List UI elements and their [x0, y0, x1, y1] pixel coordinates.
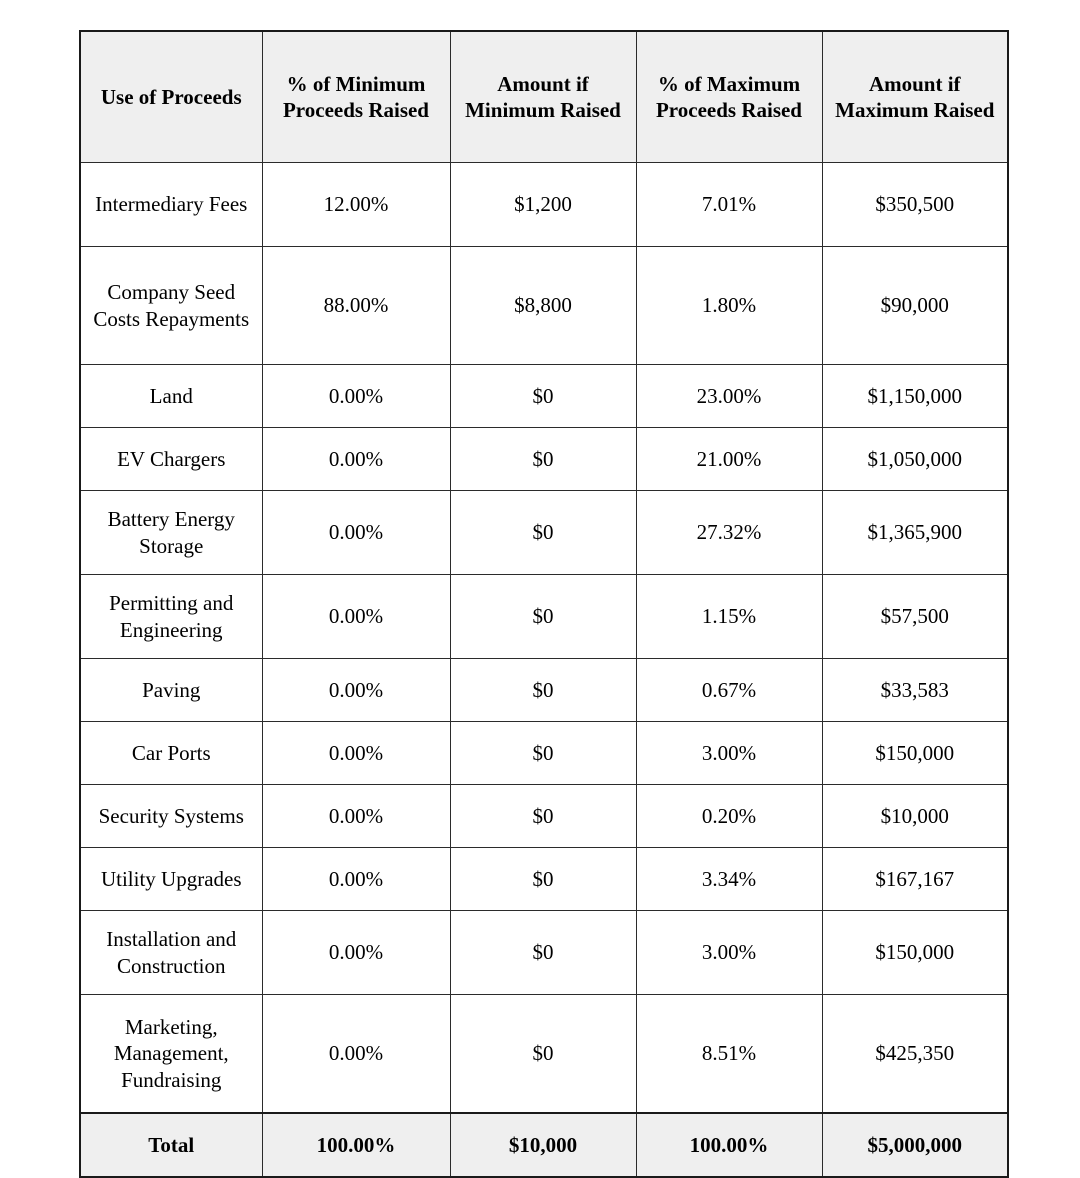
cell-pct-max: 1.80%: [636, 247, 822, 365]
cell-pct-min: 0.00%: [262, 911, 450, 995]
table-header: [80, 31, 1008, 163]
cell-pct-max: 3.00%: [636, 722, 822, 785]
cell-amt-min: $0: [450, 995, 636, 1114]
table-row: [80, 163, 1008, 247]
cell-pct-min: 0.00%: [262, 848, 450, 911]
column-header-amount-minimum: [450, 31, 636, 163]
cell-amt-max: $1,365,900: [822, 491, 1008, 575]
cell-pct-max: 0.20%: [636, 785, 822, 848]
table-row: [80, 911, 1008, 995]
cell-use: EV Chargers: [80, 428, 262, 491]
cell-use: Battery Energy Storage: [80, 491, 262, 575]
cell-pct-min: 0.00%: [262, 428, 450, 491]
cell-amt-min: $0: [450, 722, 636, 785]
cell-use: Paving: [80, 659, 262, 722]
cell-use: Company Seed Costs Repayments: [80, 247, 262, 365]
cell-use: Marketing, Management, Fundraising: [80, 995, 262, 1114]
cell-pct-max: 27.32%: [636, 491, 822, 575]
cell-amt-min: $0: [450, 848, 636, 911]
use-of-proceeds-table-container: [79, 30, 1007, 1178]
cell-total-amt-max: $5,000,000: [822, 1113, 1008, 1177]
cell-use: Utility Upgrades: [80, 848, 262, 911]
table-total-row: [80, 1113, 1008, 1177]
cell-pct-min: 0.00%: [262, 491, 450, 575]
table-row: [80, 785, 1008, 848]
column-header-amount-maximum: [822, 31, 1008, 163]
column-header-label: Amount if Minimum Raised: [465, 71, 621, 122]
cell-use: Car Ports: [80, 722, 262, 785]
table-row: [80, 428, 1008, 491]
cell-amt-max: $90,000: [822, 247, 1008, 365]
cell-amt-max: $425,350: [822, 995, 1008, 1114]
cell-pct-min: 88.00%: [262, 247, 450, 365]
cell-pct-min: 0.00%: [262, 659, 450, 722]
cell-pct-max: 8.51%: [636, 995, 822, 1114]
column-header-use-of-proceeds: [80, 31, 262, 163]
cell-amt-max: $10,000: [822, 785, 1008, 848]
use-of-proceeds-table: [79, 30, 1009, 1178]
table-body: [80, 163, 1008, 1178]
cell-amt-max: $57,500: [822, 575, 1008, 659]
table-row: [80, 722, 1008, 785]
cell-pct-max: 23.00%: [636, 365, 822, 428]
cell-amt-max: $150,000: [822, 911, 1008, 995]
table-row: [80, 491, 1008, 575]
table-row: [80, 365, 1008, 428]
cell-amt-max: $167,167: [822, 848, 1008, 911]
cell-pct-max: 3.34%: [636, 848, 822, 911]
cell-pct-min: 0.00%: [262, 365, 450, 428]
column-header-label: Amount if Maximum Raised: [835, 71, 995, 122]
cell-pct-min: 12.00%: [262, 163, 450, 247]
cell-pct-max: 0.67%: [636, 659, 822, 722]
cell-amt-max: $1,050,000: [822, 428, 1008, 491]
cell-use: Security Systems: [80, 785, 262, 848]
cell-total-pct-max: 100.00%: [636, 1113, 822, 1177]
cell-amt-min: $8,800: [450, 247, 636, 365]
column-header-label: % of Maximum Proceeds Raised: [655, 71, 802, 122]
cell-amt-max: $1,150,000: [822, 365, 1008, 428]
table-row: [80, 659, 1008, 722]
cell-total-label: Total: [80, 1113, 262, 1177]
cell-total-amt-min: $10,000: [450, 1113, 636, 1177]
cell-total-pct-min: 100.00%: [262, 1113, 450, 1177]
table-row: [80, 995, 1008, 1114]
cell-amt-min: $0: [450, 785, 636, 848]
column-header-pct-maximum: [636, 31, 822, 163]
cell-use: Intermediary Fees: [80, 163, 262, 247]
cell-pct-max: 7.01%: [636, 163, 822, 247]
cell-pct-max: 3.00%: [636, 911, 822, 995]
table-row: [80, 575, 1008, 659]
cell-amt-max: $350,500: [822, 163, 1008, 247]
cell-use: Installation and Construction: [80, 911, 262, 995]
column-header-label: Use of Proceeds: [100, 84, 242, 109]
table-header-row: [80, 31, 1008, 163]
column-header-pct-minimum: [262, 31, 450, 163]
cell-amt-min: $1,200: [450, 163, 636, 247]
table-row: [80, 848, 1008, 911]
cell-amt-min: $0: [450, 575, 636, 659]
cell-amt-min: $0: [450, 911, 636, 995]
cell-amt-min: $0: [450, 659, 636, 722]
table-row: [80, 247, 1008, 365]
column-header-label: % of Minimum Proceeds Raised: [282, 71, 429, 122]
cell-amt-min: $0: [450, 365, 636, 428]
cell-pct-min: 0.00%: [262, 995, 450, 1114]
cell-use: Land: [80, 365, 262, 428]
cell-pct-max: 21.00%: [636, 428, 822, 491]
cell-pct-min: 0.00%: [262, 722, 450, 785]
cell-amt-max: $33,583: [822, 659, 1008, 722]
cell-amt-max: $150,000: [822, 722, 1008, 785]
cell-amt-min: $0: [450, 491, 636, 575]
cell-use: Permitting and Engineering: [80, 575, 262, 659]
cell-pct-min: 0.00%: [262, 575, 450, 659]
cell-amt-min: $0: [450, 428, 636, 491]
cell-pct-min: 0.00%: [262, 785, 450, 848]
cell-pct-max: 1.15%: [636, 575, 822, 659]
